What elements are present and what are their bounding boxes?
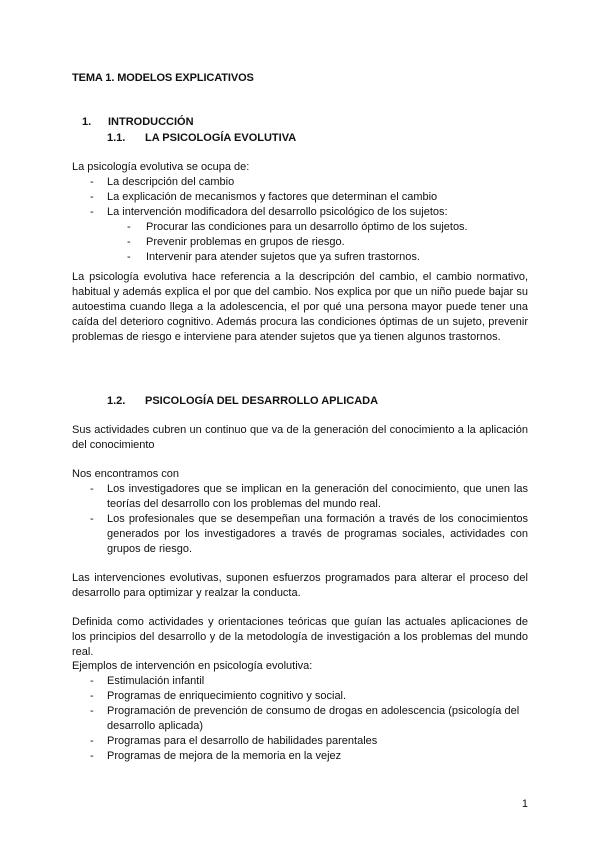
page-number: 1 — [521, 798, 528, 810]
encounter-list — [72, 482, 528, 557]
examples-block — [72, 659, 528, 764]
paragraph-text: Sus actividades cubren un continuo que va de la generación del conocimiento a la aplicación del conocimiento — [72, 424, 528, 451]
list-item: - La descripción del cambio — [72, 175, 528, 190]
intro-lead: La psicología evolutiva se ocupa de: — [72, 161, 250, 173]
examples-lead: Ejemplos de intervención en psicología evolutiva: — [72, 660, 313, 672]
subsection-heading-psicologia-evolutiva — [107, 131, 296, 146]
encounter-block — [72, 467, 528, 557]
paragraph-text: Definida como actividades y orientaciones teóricas que guían las actuales aplicaciones de los principios del desarrollo y de la metodología de investigación a los problemas del mundo real. — [72, 616, 528, 658]
subsection-number: 1.1. — [107, 132, 126, 144]
section-title: INTRODUCCIÓN — [108, 116, 194, 128]
paragraph-4 — [72, 615, 528, 660]
encounter-lead: Nos encontramos con — [72, 468, 179, 480]
list-item: - Programas de enriquecimiento cognitivo y social. — [72, 689, 528, 704]
subsection-title: LA PSICOLOGÍA EVOLUTIVA — [145, 132, 297, 144]
list-item: - Intervenir para atender sujetos que ya sufren trastornos. — [72, 250, 528, 265]
section-heading-introduccion — [82, 115, 194, 130]
list-item: - La intervención modificadora del desarrollo psicológico de los sujetos: — [72, 205, 528, 220]
intervention-sublist — [72, 220, 528, 265]
subsection-heading-desarrollo-aplicada — [107, 394, 378, 409]
list-item: - Programas de mejora de la memoria en la vejez — [72, 749, 528, 764]
subsection-title: PSICOLOGÍA DEL DESARROLLO APLICADA — [145, 395, 379, 407]
list-item: - Programación de prevención de consumo de drogas en adolescencia (psicología del desarrollo aplicada) — [72, 704, 528, 734]
paragraph-1 — [72, 270, 528, 345]
section-number: 1. — [82, 116, 92, 128]
list-item: - Prevenir problemas en grupos de riesgo. — [72, 235, 528, 250]
list-item: - La explicación de mecanismos y factores que determinan el cambio — [72, 190, 528, 205]
intro-block — [72, 160, 528, 265]
paragraph-2 — [72, 423, 528, 453]
list-item: - Estimulación infantil — [72, 674, 528, 689]
subsection-number: 1.2. — [107, 395, 126, 407]
list-item: - Los investigadores que se implican en la generación del conocimiento, que unen las teorías del desarrollo con los problemas del mundo real. — [72, 482, 528, 512]
intro-list — [72, 175, 528, 220]
examples-list — [72, 674, 528, 764]
list-item: - Programas para el desarrollo de habilidades parentales — [72, 734, 528, 749]
list-item: - Procurar las condiciones para un desarrollo óptimo de los sujetos. — [72, 220, 528, 235]
paragraph-3 — [72, 571, 528, 601]
list-item: - Los profesionales que se desempeñan una formación a través de los conocimientos generados por los investigadores a través de programas sociales, actividades con grupos de riesgo. — [72, 512, 528, 557]
paragraph-text: Las intervenciones evolutivas, suponen esfuerzos programados para alterar el proceso del desarrollo para optimizar y realzar la conducta. — [72, 572, 528, 599]
document-title: TEMA 1. MODELOS EXPLICATIVOS — [72, 72, 254, 84]
paragraph-text: La psicología evolutiva hace referencia a la descripción del cambio, el cambio normativo, habitual y además explica el por que del cambio. Nos explica por que un niño puede bajar su autoestima cuando llega a la adolescencia, el por qué una persona mayor puede tener una caída del deterioro cognitivo. Además procura las condiciones óptimas de un sujeto, prevenir problemas de riesgo e interviene para atender sujetos que ya tienen algunos trastornos. — [72, 271, 528, 343]
